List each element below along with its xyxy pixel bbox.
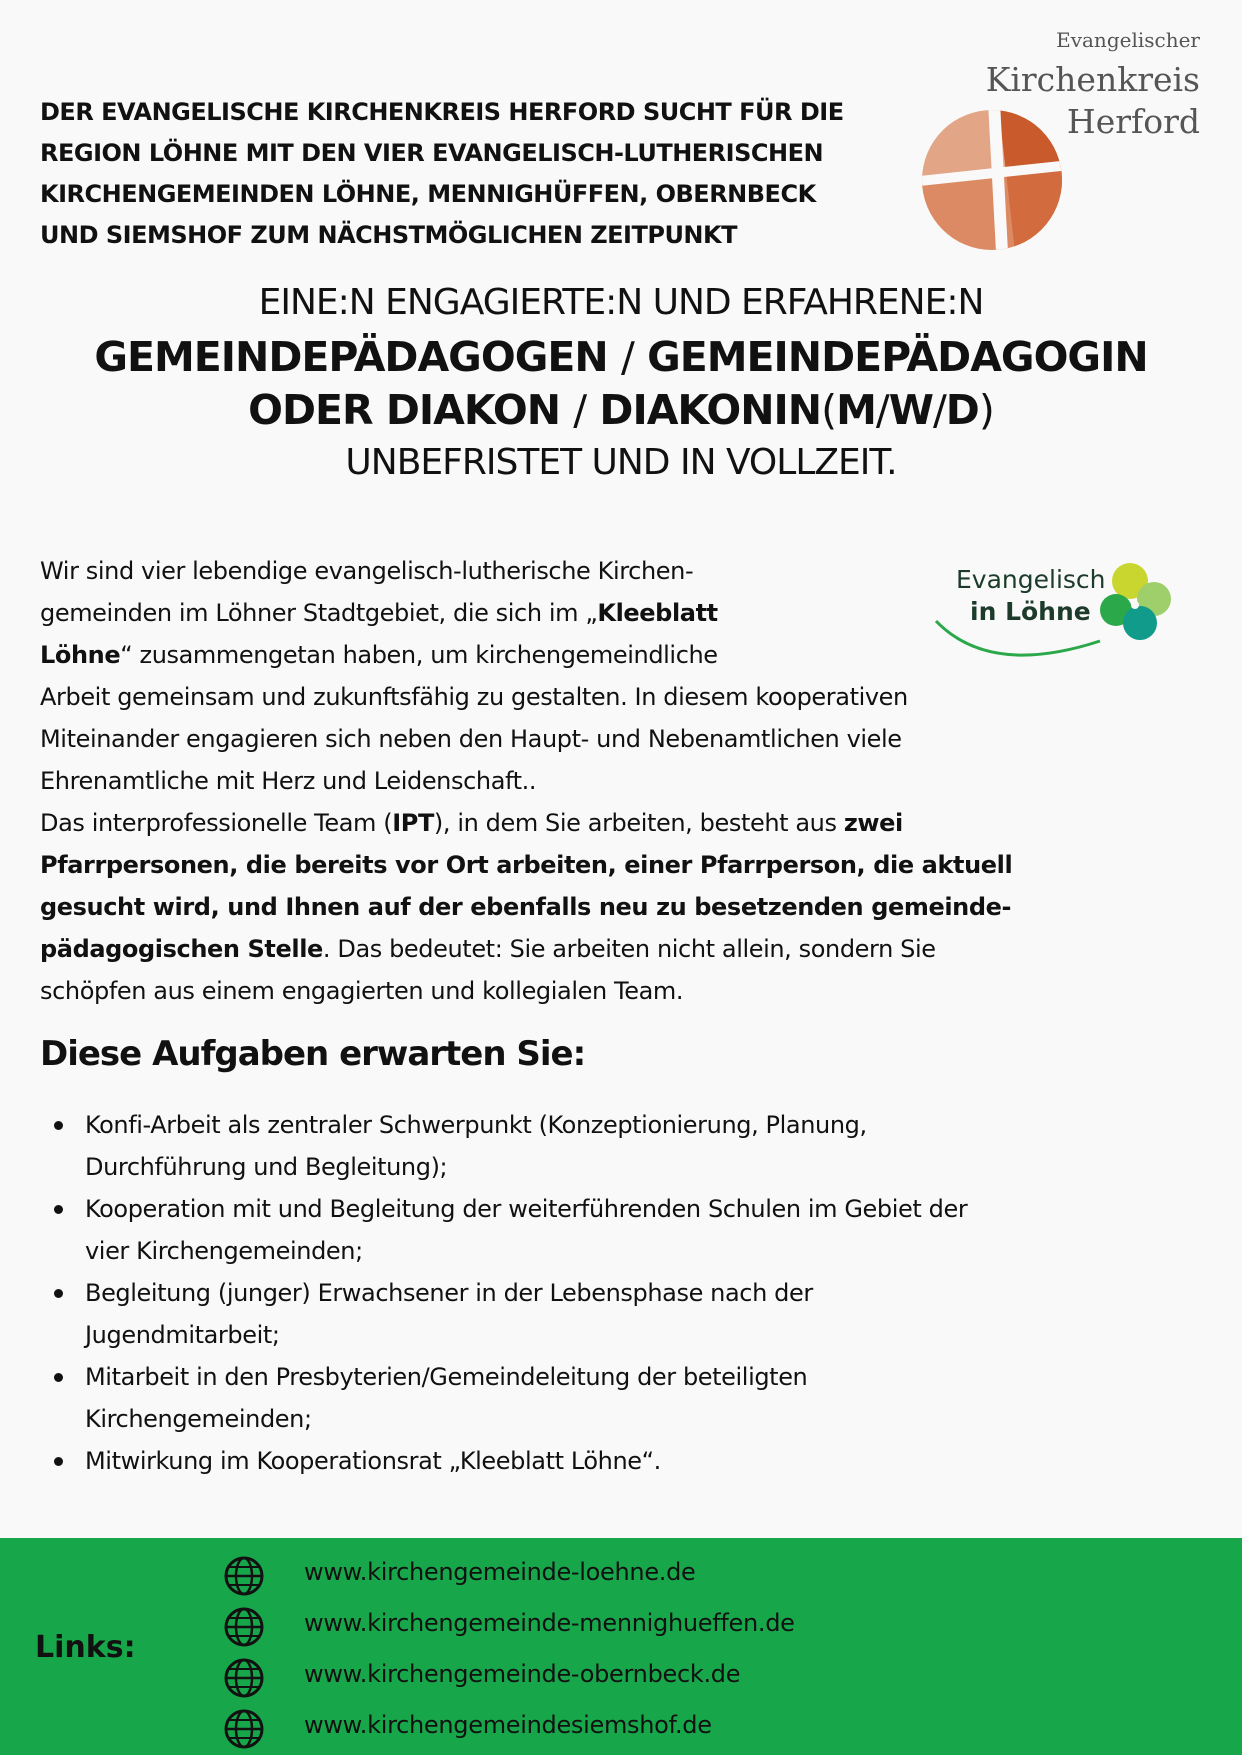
title-text: DIAKONIN — [599, 386, 822, 434]
slash: / — [932, 386, 946, 434]
text-line — [40, 634, 1180, 676]
list-item-text: Kooperation mit und Begleitung der weiterführenden Schulen im Gebiet der — [85, 1195, 968, 1223]
header-line: REGION LÖHNE MIT DEN VIER EVANGELISCH-LUTHERISCHEN — [40, 139, 824, 167]
text-fragment: gemeinden im Löhner Stadtgebiet, die sich im „ — [40, 599, 598, 627]
header-line: DER EVANGELISCHE KIRCHENKREIS HERFORD SUCHT FÜR DIE — [40, 98, 844, 126]
list-item — [40, 1188, 1190, 1272]
position-intro: EINE:N ENGAGIERTE:N UND ERFAHRENE:N — [258, 282, 984, 323]
slash: / — [875, 386, 889, 434]
link-mennighueffen[interactable]: www.kirchengemeinde-mennighueffen.de — [304, 1609, 795, 1637]
title-text: ODER DIAKON — [248, 386, 561, 434]
position-title-line2 — [0, 386, 1242, 434]
text-line: Arbeit gemeinsam und zukunftsfähig zu gestalten. In diesem kooperativen — [40, 683, 908, 711]
text-fragment: ), in dem Sie arbeiten, besteht aus — [433, 809, 844, 837]
list-item-text: Begleitung (junger) Erwachsener in der Lebensphase nach der — [85, 1279, 813, 1307]
text-fragment: “ zusammengetan haben, um kirchengemeindliche — [120, 641, 718, 669]
title-text: GEMEINDEPÄDAGOGIN — [647, 333, 1148, 381]
kirchenkreis-logo — [920, 22, 1210, 262]
logo-word-evangelisch: Evangelisch — [956, 565, 1106, 594]
list-item — [40, 1356, 1190, 1440]
text-line: Wir sind vier lebendige evangelisch-lutherische Kirchen- — [40, 557, 694, 585]
cross-circle-icon — [920, 102, 1070, 252]
text-bold: Löhne — [40, 641, 121, 669]
list-item — [40, 1272, 1190, 1356]
logo-word-kirchenkreis: Kirchenkreis — [985, 60, 1200, 99]
text-line — [40, 844, 1180, 886]
logo-word-in-loehne: in Löhne — [970, 597, 1091, 626]
position-terms: UNBEFRISTET UND IN VOLLZEIT. — [345, 442, 897, 483]
globe-icon — [222, 1707, 266, 1751]
list-item-text: Kirchengemeinden; — [85, 1405, 312, 1433]
text-fragment: Das interprofessionelle Team ( — [40, 809, 393, 837]
header-line: UND SIEMSHOF ZUM NÄCHSTMÖGLICHEN ZEITPUNKT — [40, 221, 737, 249]
title-text: W — [888, 386, 933, 434]
list-item — [40, 1440, 1190, 1482]
logo-word-herford: Herford — [1066, 102, 1200, 141]
link-siemshof[interactable]: www.kirchengemeindesiemshof.de — [304, 1711, 712, 1739]
link-obernbeck[interactable]: www.kirchengemeinde-obernbeck.de — [304, 1660, 741, 1688]
list-item-text: Mitarbeit in den Presbyterien/Gemeindeleitung der beteiligten — [85, 1363, 808, 1391]
list-item-text: Jugendmitarbeit; — [85, 1321, 280, 1349]
title-text: GEMEINDEPÄDAGOGEN — [94, 333, 608, 381]
intro-paragraph — [40, 550, 1180, 1012]
text-line — [40, 886, 1180, 928]
text-line — [40, 928, 1180, 970]
link-loehne[interactable]: www.kirchengemeinde-loehne.de — [304, 1558, 696, 1586]
text-bold: IPT — [392, 809, 434, 837]
text-line: schöpfen aus einem engagierten und kollegialen Team. — [40, 977, 684, 1005]
paren: ( — [821, 386, 837, 434]
globe-icon — [222, 1656, 266, 1700]
text-bold: pädagogischen Stelle — [40, 935, 323, 963]
globe-icon — [222, 1605, 266, 1649]
text-line — [40, 592, 1180, 634]
paren: ) — [978, 386, 994, 434]
position-title-line1 — [0, 333, 1242, 381]
header-line: KIRCHENGEMEINDEN LÖHNE, MENNIGHÜFFEN, OBERNBECK — [40, 180, 816, 208]
text-line: Miteinander engagieren sich neben den Haupt- und Nebenamtlichen viele — [40, 725, 902, 753]
text-line — [40, 802, 1180, 844]
list-item-text: vier Kirchengemeinden; — [85, 1237, 363, 1265]
text-bold: zwei — [843, 809, 903, 837]
title-text: M — [836, 386, 876, 434]
slash: / — [620, 333, 634, 381]
list-item-text: Konfi-Arbeit als zentraler Schwerpunkt (Konzeptionierung, Planung, — [85, 1111, 867, 1139]
links-label: Links: — [35, 1630, 136, 1665]
text-bold: Pfarrpersonen, die bereits vor Ort arbeiten, einer Pfarrperson, die aktuell — [40, 851, 1013, 879]
footer-links-bar — [0, 1538, 1242, 1755]
task-list — [40, 1104, 1190, 1482]
list-item-text: Durchführung und Begleitung); — [85, 1153, 448, 1181]
text-fragment: . Das bedeutet: Sie arbeiten nicht allein, sondern Sie — [322, 935, 936, 963]
list-item — [40, 1104, 1190, 1188]
header-intro — [40, 92, 920, 256]
logo-word-evangelischer: Evangelischer — [1056, 28, 1200, 52]
text-bold: Kleeblatt — [597, 599, 718, 627]
text-bold: gesucht wird, und Ihnen auf der ebenfalls neu zu besetzenden gemeinde- — [40, 893, 1012, 921]
tasks-heading: Diese Aufgaben erwarten Sie: — [40, 1034, 586, 1074]
slash: / — [573, 386, 587, 434]
title-text: D — [945, 386, 979, 434]
text-line: Ehrenamtliche mit Herz und Leidenschaft.. — [40, 767, 537, 795]
globe-icon — [222, 1554, 266, 1598]
list-item-text: Mitwirkung im Kooperationsrat „Kleeblatt Löhne“. — [85, 1447, 661, 1475]
